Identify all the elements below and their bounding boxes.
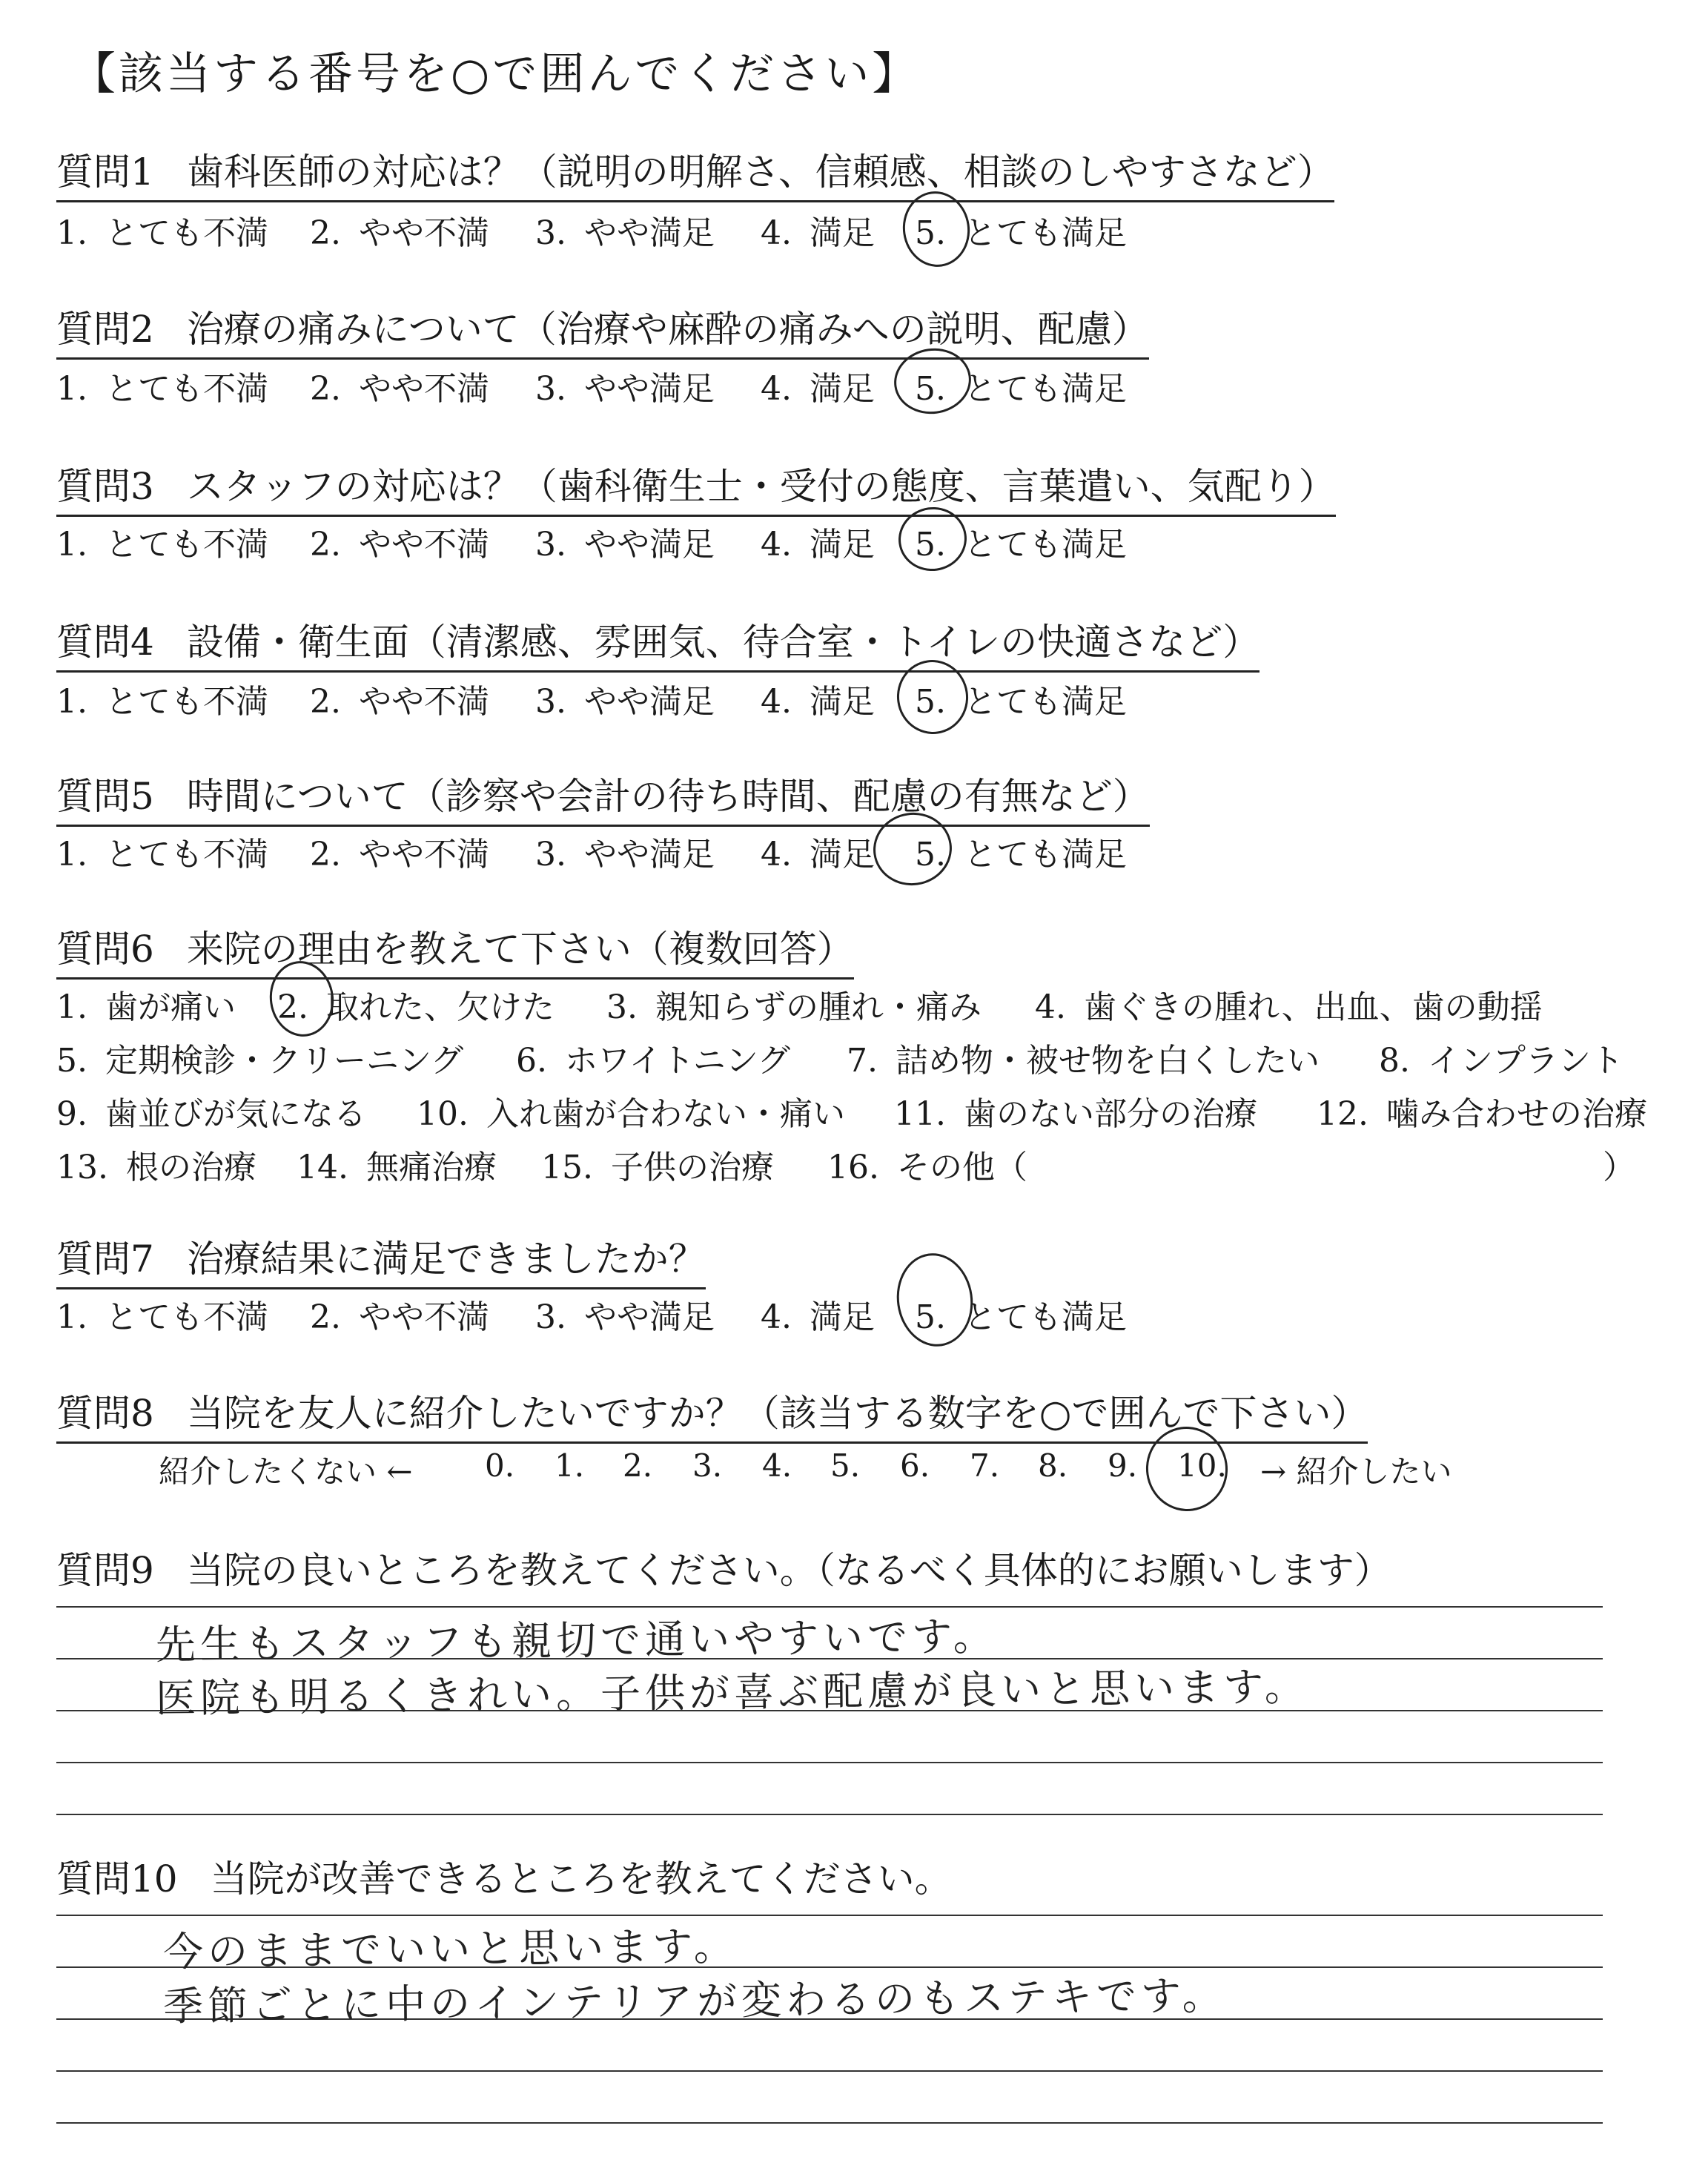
question-1-number: 質問1 (56, 151, 154, 194)
q7-option-5[interactable]: 5. とても満足 (915, 1298, 1127, 1336)
question-3-text: スタッフの対応は？（歯科衛生士・受付の態度、言葉遣い、気配り） (186, 465, 1336, 508)
question-6-text: 来院の理由を教えて下さい（複数回答） (186, 928, 854, 971)
question-7-heading (56, 1229, 706, 1289)
q9-answer-text-1[interactable]: 先生もスタッフも親切で通いやすいです。 (155, 1613, 999, 1668)
q5-option-1[interactable]: 1. とても不満 (56, 836, 268, 873)
q6-option-2[interactable]: 2. 取れた、欠けた (277, 988, 555, 1026)
q1-option-4[interactable]: 4. 満足 (761, 214, 875, 252)
q1-option-3[interactable]: 3. やや満足 (535, 214, 715, 252)
question-5-heading (56, 767, 1150, 827)
q8-scale-9[interactable]: 9. (1108, 1447, 1138, 1484)
q6-option-3[interactable]: 3. 親知らずの腫れ・痛み (606, 988, 982, 1026)
question-8-text: 当院を友人に紹介したいですか？（該当する数字を○で囲んで下さい） (186, 1392, 1368, 1435)
q8-scale-2[interactable]: 2. (623, 1447, 653, 1484)
q8-right-label: → 紹介したい (1260, 1453, 1452, 1490)
q5-option-2[interactable]: 2. やや不満 (310, 836, 489, 873)
question-2-text: 治療の痛みについて（治療や麻酔の痛みへの説明、配慮） (186, 308, 1149, 351)
question-3-number: 質問3 (56, 465, 154, 508)
q8-scale-5[interactable]: 5. (830, 1447, 861, 1484)
q4-option-5[interactable]: 5. とても満足 (915, 683, 1127, 721)
question-9-number: 質問9 (56, 1549, 154, 1592)
q2-option-5[interactable]: 5. とても満足 (915, 370, 1127, 408)
q4-option-1[interactable]: 1. とても不満 (56, 683, 268, 721)
question-2-heading (56, 300, 1149, 360)
question-4-number: 質問4 (56, 621, 154, 664)
q6-other-close-paren: ） (1603, 1149, 1635, 1186)
q7-option-2[interactable]: 2. やや不満 (310, 1298, 489, 1336)
q6-option-1[interactable]: 1. 歯が痛い (56, 988, 236, 1026)
q6-option-15[interactable]: 15. 子供の治療 (541, 1149, 774, 1186)
q5-option-4[interactable]: 4. 満足 (761, 836, 875, 873)
question-7-number: 質問7 (56, 1238, 154, 1281)
q8-scale-10[interactable]: 10. (1177, 1447, 1227, 1484)
q2-option-1[interactable]: 1. とても不満 (56, 370, 268, 408)
q8-scale-3[interactable]: 3. (692, 1447, 723, 1484)
q6-option-5[interactable]: 5. 定期検診・クリーニング (56, 1042, 464, 1080)
q6-option-4[interactable]: 4. 歯ぐきの腫れ、出血、歯の動揺 (1035, 988, 1543, 1026)
q7-option-1[interactable]: 1. とても不満 (56, 1298, 268, 1336)
q7-option-3[interactable]: 3. やや満足 (535, 1298, 715, 1336)
question-5-text: 時間について（診察や会計の待ち時間、配慮の有無など） (186, 775, 1150, 818)
q5-option-5[interactable]: 5. とても満足 (915, 836, 1127, 873)
question-9-heading (56, 1541, 1391, 1599)
question-7-text: 治療結果に満足できましたか？ (186, 1238, 706, 1281)
q10-answer-line (56, 2070, 1603, 2072)
q3-option-4[interactable]: 4. 満足 (761, 526, 875, 564)
q6-option-14[interactable]: 14. 無痛治療 (297, 1149, 497, 1186)
question-10-text: 当院が改善できるところを教えてください。 (210, 1857, 952, 1900)
q6-option-8[interactable]: 8. インプラント (1379, 1042, 1623, 1080)
q10-answer-text-2[interactable]: 季節ごとに中のインテリアが変わるのもステキです。 (162, 1972, 1227, 2030)
q2-option-2[interactable]: 2. やや不満 (310, 370, 489, 408)
q2-option-3[interactable]: 3. やや満足 (535, 370, 715, 408)
question-4-heading (56, 612, 1260, 673)
question-1-text: 歯科医師の対応は？（説明の明解さ、信頼感、相談のしやすさなど） (186, 151, 1334, 194)
page-title: 【該当する番号を○で囲んでください】 (71, 48, 920, 100)
q8-left-label: 紹介したくない ← (159, 1453, 413, 1490)
q6-option-9[interactable]: 9. 歯並びが気になる (56, 1095, 366, 1133)
q1-option-5[interactable]: 5. とても満足 (915, 214, 1127, 252)
q8-scale-8[interactable]: 8. (1038, 1447, 1068, 1484)
q6-option-10[interactable]: 10. 入れ歯が合わない・痛い (417, 1095, 845, 1133)
q3-option-5[interactable]: 5. とても満足 (915, 526, 1127, 564)
q8-scale-0[interactable]: 0. (485, 1447, 515, 1484)
q9-answer-text-2[interactable]: 医院も明るくきれい。子供が喜ぶ配慮が良いと思います。 (155, 1662, 1310, 1723)
question-6-heading (56, 919, 854, 980)
q4-option-2[interactable]: 2. やや不満 (310, 683, 489, 721)
q7-option-4[interactable]: 4. 満足 (761, 1298, 875, 1336)
q6-option-16[interactable]: 16. その他（ (827, 1149, 1027, 1186)
question-4-text: 設備・衛生面（清潔感、雰囲気、待合室・トイレの快適さなど） (186, 621, 1260, 664)
q1-option-1[interactable]: 1. とても不満 (56, 214, 268, 252)
q1-option-2[interactable]: 2. やや不満 (310, 214, 489, 252)
question-10-number: 質問10 (56, 1857, 178, 1900)
question-10-heading (56, 1849, 952, 1907)
q10-answer-line (56, 2122, 1603, 2124)
q3-option-1[interactable]: 1. とても不満 (56, 526, 268, 564)
q8-scale-1[interactable]: 1. (555, 1447, 585, 1484)
q8-scale-7[interactable]: 7. (970, 1447, 1000, 1484)
question-9-text: 当院の良いところを教えてください。（なるべく具体的にお願いします） (186, 1549, 1391, 1592)
q2-option-4[interactable]: 4. 満足 (761, 370, 875, 408)
question-2-number: 質問2 (56, 308, 154, 351)
q4-option-3[interactable]: 3. やや満足 (535, 683, 715, 721)
q10-answer-line (56, 1915, 1603, 1916)
question-6-number: 質問6 (56, 928, 154, 971)
q5-option-3[interactable]: 3. やや満足 (535, 836, 715, 873)
q10-answer-text-1[interactable]: 今のままでいいと思います。 (162, 1922, 739, 1976)
q9-answer-line (56, 1814, 1603, 1815)
q9-answer-line (56, 1762, 1603, 1763)
q8-scale-4[interactable]: 4. (762, 1447, 792, 1484)
q6-option-7[interactable]: 7. 詰め物・被せ物を白くしたい (847, 1042, 1320, 1080)
q6-option-13[interactable]: 13. 根の治療 (56, 1149, 256, 1186)
q8-scale-6[interactable]: 6. (900, 1447, 930, 1484)
q3-option-2[interactable]: 2. やや不満 (310, 526, 489, 564)
q3-option-3[interactable]: 3. やや満足 (535, 526, 715, 564)
q6-option-11[interactable]: 11. 歯のない部分の治療 (894, 1095, 1257, 1133)
question-5-number: 質問5 (56, 775, 154, 818)
question-3-heading (56, 457, 1336, 517)
q6-option-6[interactable]: 6. ホワイトニング (516, 1042, 791, 1080)
q4-option-4[interactable]: 4. 満足 (761, 683, 875, 721)
question-8-number: 質問8 (56, 1392, 154, 1435)
question-1-heading (56, 142, 1334, 202)
q6-option-12[interactable]: 12. 噛み合わせの治療 (1317, 1095, 1647, 1133)
